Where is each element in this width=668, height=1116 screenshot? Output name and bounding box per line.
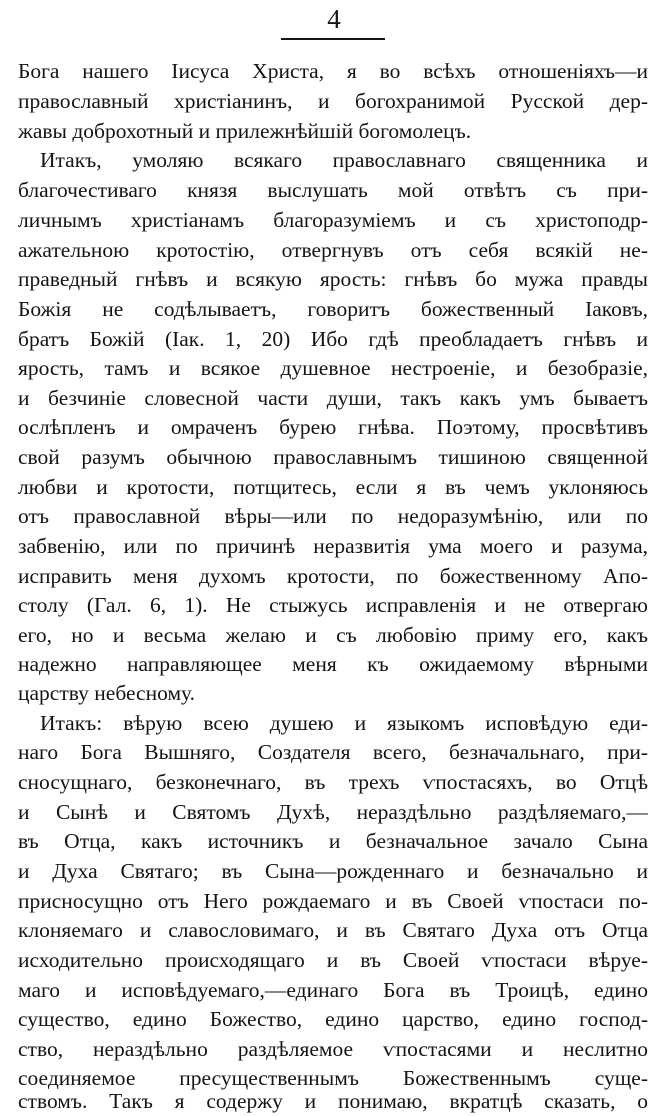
- text-line: личнымъ христiанамъ благоразумiемъ и съ христоподр-: [18, 208, 648, 232]
- text-line: любви и кротости, потщитесь, если я въ чемъ уклоняюсь: [18, 475, 648, 499]
- text-line: ярость, тамъ и всякое душевное нестроенiе, и безобразiе,: [18, 356, 648, 380]
- text-line: ствомъ. Такъ я содержу и понимаю, вкратцѣ сказать, о: [18, 1089, 648, 1113]
- text-line: ажательною кротостiю, отвергнувъ отъ себя всякiй не-: [18, 238, 648, 262]
- text-line: въ Отца, какъ источникъ и безначальное зачало Сына: [18, 829, 648, 853]
- text-line: наго Бога Вышняго, Создателя всего, безначальнаго, при-: [18, 740, 648, 764]
- header-rule: [281, 38, 385, 40]
- text-line: царству небесному.: [18, 681, 196, 705]
- text-line: ство, нераздѣльно раздѣляемое ѵпостасями и неслитно: [18, 1037, 648, 1061]
- text-line: маго и исповѣдуемаго,—единаго Бога въ Троицѣ, едино: [18, 978, 648, 1002]
- text-line: отъ православной вѣры—или по недоразумѣнiю, или по: [18, 504, 648, 528]
- text-line: Бога нашего Iисуса Христа, я во всѣхъ отношенiяхъ—и: [18, 59, 648, 83]
- text-line: клоняемаго и славословимаго, и въ Святаго Духа отъ Отца: [18, 918, 648, 942]
- text-line: православный христiанинъ, и богохранимой Русской дер-: [18, 89, 648, 113]
- text-line: жавы доброхотный и прилежнѣйшiй богомолецъ.: [18, 119, 472, 143]
- text-line: братъ Божiй (Iак. 1, 20) Ибо гдѣ преобладаетъ гнѣвъ и: [18, 327, 648, 351]
- text-line: сносущнаго, безконечнаго, въ трехъ ѵпостасяхъ, во Отцѣ: [18, 770, 648, 794]
- text-line: свой разумъ обычною православнымъ тишиною священной: [18, 445, 648, 469]
- text-line: Итакъ: вѣрую всею душею и языкомъ исповѣдую еди-: [40, 711, 648, 735]
- text-line: Итакъ, умоляю всякаго православнаго священника и: [40, 148, 648, 172]
- text-line: его, но и весьма желаю и съ любовiю приму его, какъ: [18, 623, 648, 647]
- text-line: благочестиваго князя выслушать мой отвѣтъ съ при-: [18, 178, 648, 202]
- text-line: и Сынѣ и Святомъ Духѣ, нераздѣльно раздѣляемаго,—: [18, 800, 648, 824]
- text-line: столу (Гал. 6, 1). Не стыжусь исправленiя и не отвергаю: [18, 593, 648, 617]
- text-line: надежно направляющее меня къ ожидаемому вѣрными: [18, 652, 648, 676]
- text-line: и Духа Святаго; въ Сына—рожденнаго и безначально и: [18, 859, 648, 883]
- text-line: Божiя не содѣлываетъ, говоритъ божественный Iаковъ,: [18, 297, 648, 321]
- text-line: присносущно отъ Него рождаемаго и въ Своей ѵпостаси по-: [18, 889, 648, 913]
- text-line: праведный гнѣвъ и всякую ярость: гнѣвъ бо мужа правды: [18, 267, 648, 291]
- text-line: исходительно происходящаго и въ Своей ѵпостаси вѣруе-: [18, 948, 648, 972]
- text-line: соединяемое пресущественнымъ Божественнымъ суще-: [18, 1066, 648, 1090]
- page-number: 4: [327, 4, 341, 34]
- text-line: забвенiю, или по причинѣ неразвитiя ума моего и разума,: [18, 534, 648, 558]
- text-line: ослѣпленъ и омраченъ бурею гнѣва. Поэтому, просвѣтивъ: [18, 415, 648, 439]
- text-line: существо, едино Божество, едино царство, едино господ-: [18, 1007, 648, 1031]
- text-line: исправить меня духомъ кротости, по божественному Апо-: [18, 564, 648, 588]
- text-line: и безчинiе словесной части души, такъ какъ умъ бываетъ: [18, 386, 648, 410]
